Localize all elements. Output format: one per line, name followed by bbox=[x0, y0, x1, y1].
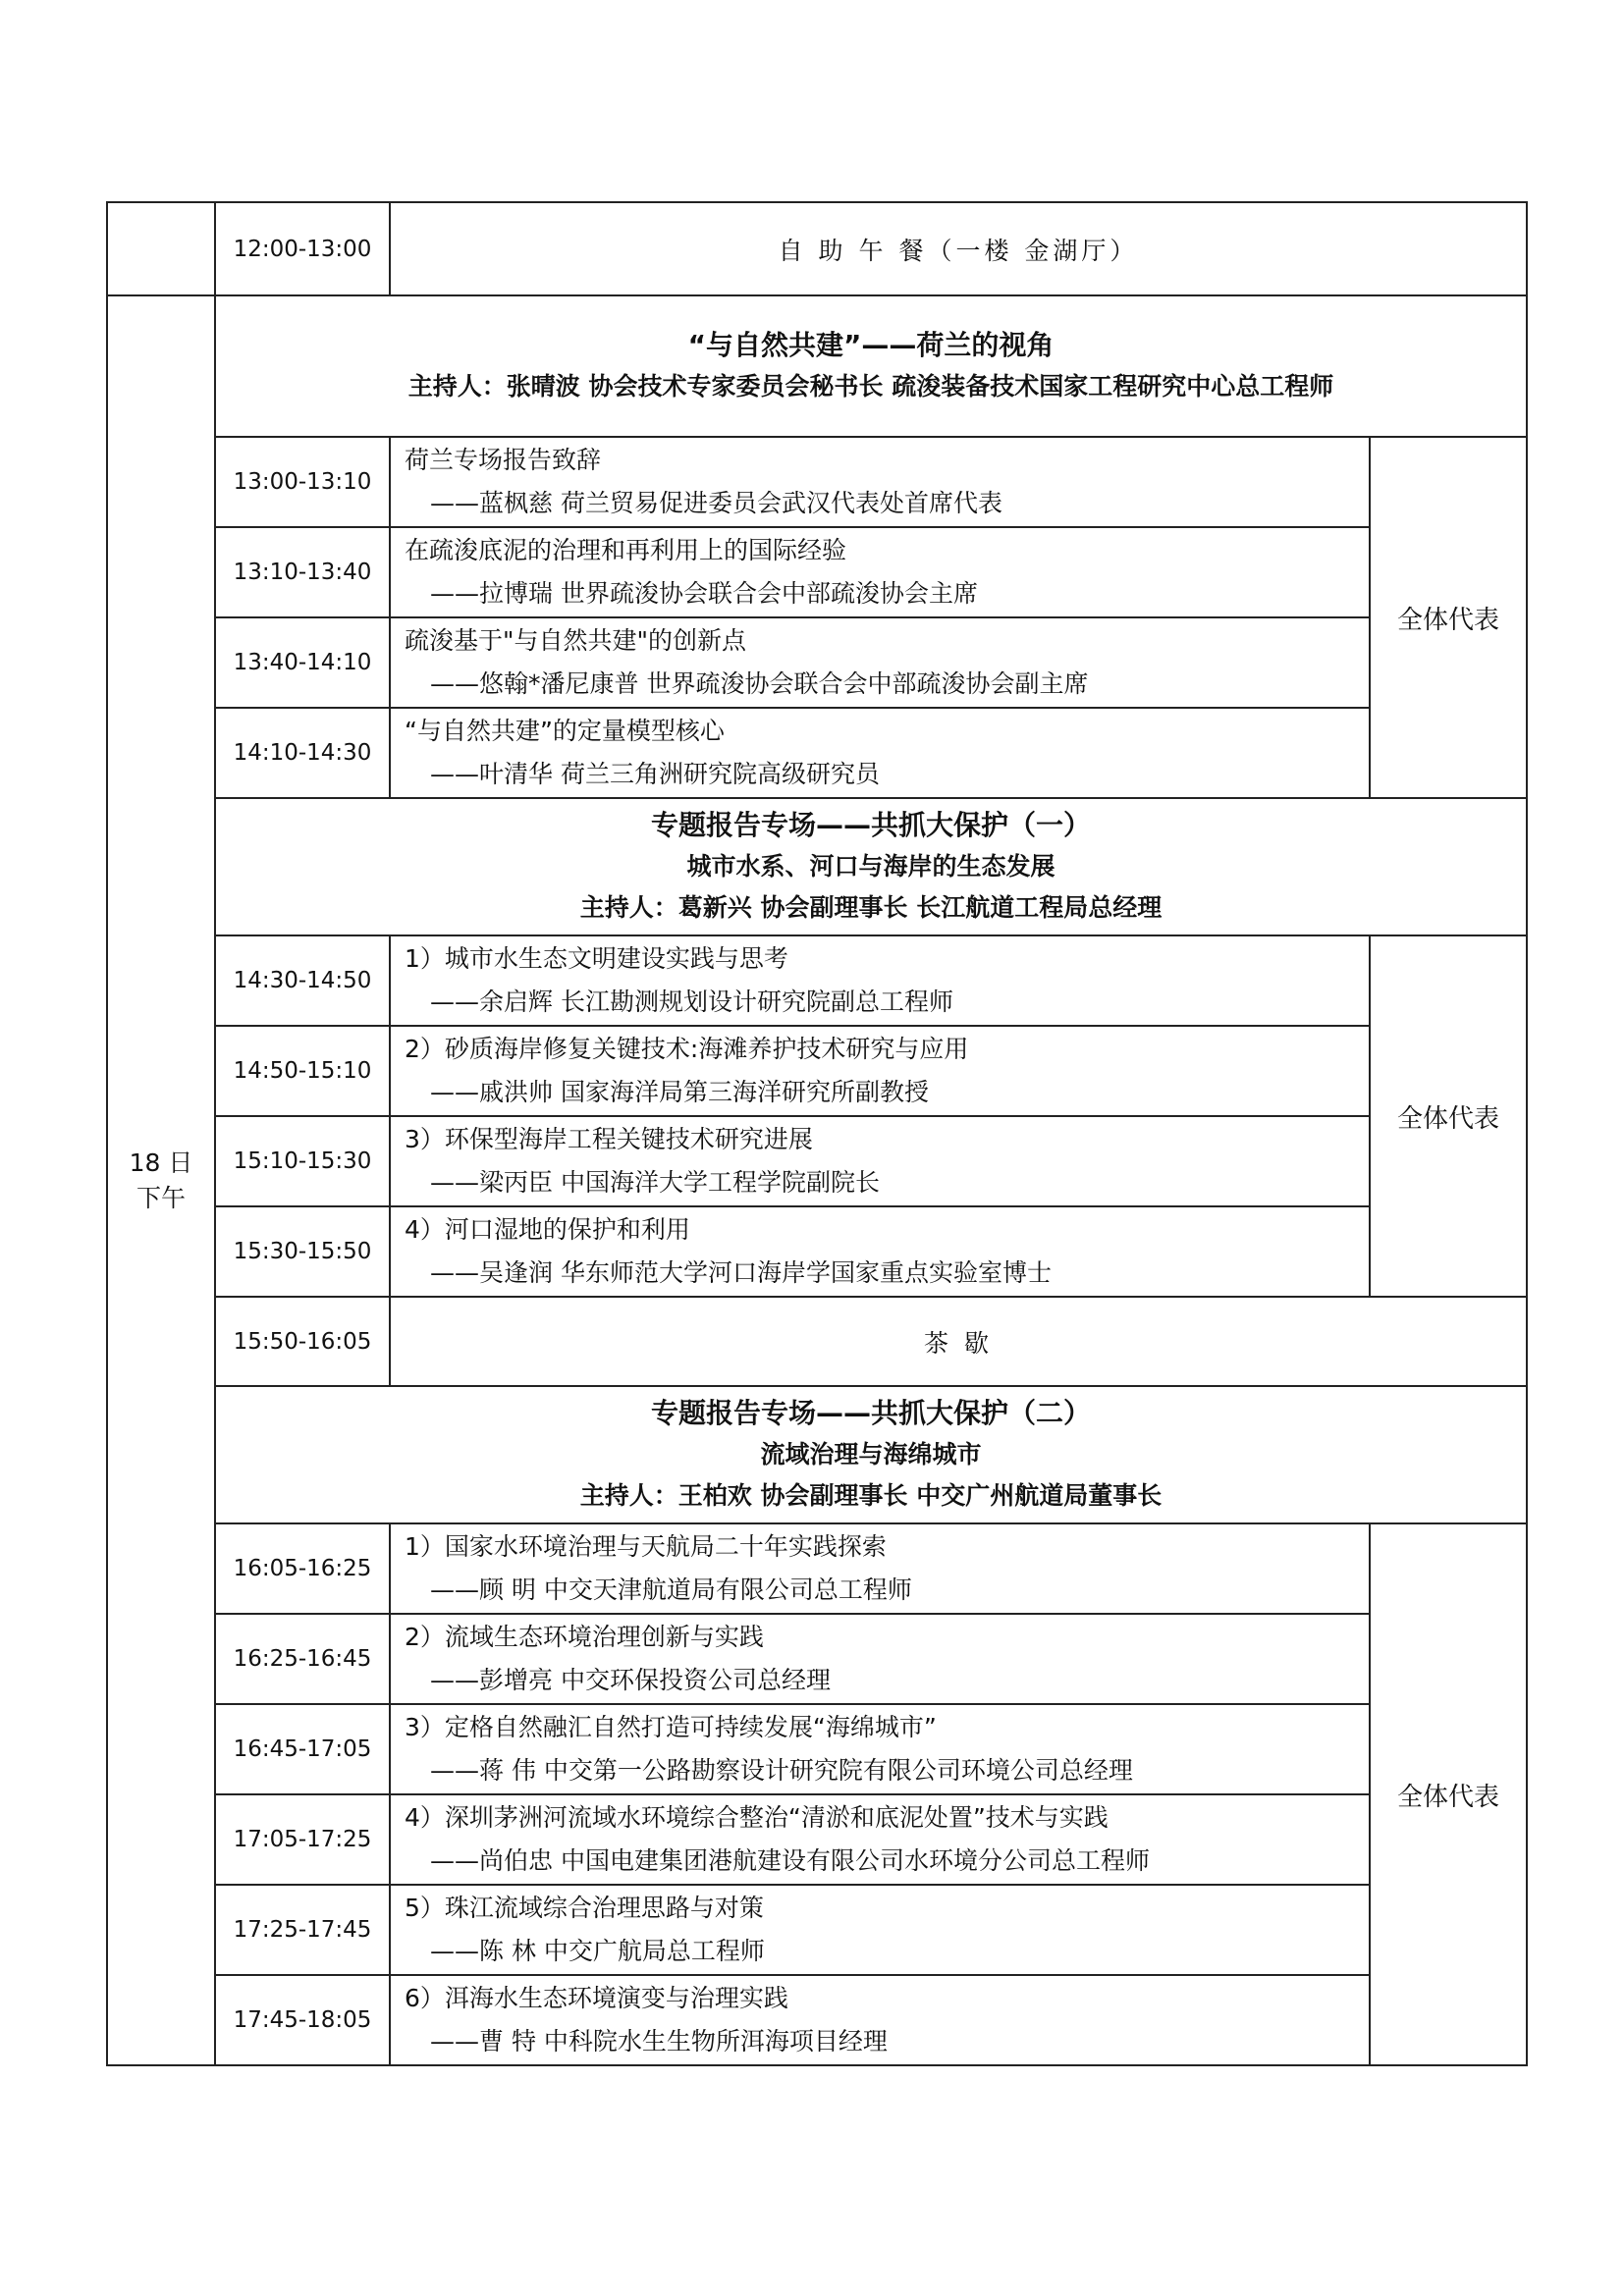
talk-cell bbox=[390, 1026, 1370, 1116]
talk-cell bbox=[390, 527, 1370, 617]
tea-break-row bbox=[107, 1297, 1527, 1386]
talk-title: 1）城市水生态文明建设实践与思考 bbox=[405, 944, 788, 973]
section-title-cell bbox=[215, 798, 1527, 935]
talk-time: 13:10-13:40 bbox=[215, 527, 390, 617]
talk-speaker: ——梁丙臣 中国海洋大学工程学院副院长 bbox=[430, 1168, 880, 1197]
talk-title: 3）定格自然融汇自然打造可持续发展“海绵城市” bbox=[405, 1713, 937, 1741]
section-header bbox=[107, 295, 1527, 437]
talk-time: 13:00-13:10 bbox=[215, 437, 390, 527]
day-label-date: 18 日 bbox=[129, 1148, 193, 1177]
day-cell-top bbox=[107, 202, 215, 295]
talk-time: 14:30-14:50 bbox=[215, 935, 390, 1026]
talk-title: 6）洱海水生态环境演变与治理实践 bbox=[405, 1984, 788, 2012]
talk-cell bbox=[390, 1704, 1370, 1794]
tea-break-label: 茶 歇 bbox=[390, 1297, 1527, 1386]
section-title: 专题报告专场——共抓大保护（一） bbox=[651, 809, 1092, 841]
section-header bbox=[107, 1386, 1527, 1523]
talk-cell bbox=[390, 1523, 1370, 1614]
talk-speaker: ——蓝枫慈 荷兰贸易促进委员会武汉代表处首席代表 bbox=[430, 489, 1002, 517]
talk-cell bbox=[390, 1206, 1370, 1297]
talk-cell bbox=[390, 1614, 1370, 1704]
talk-time: 17:45-18:05 bbox=[215, 1975, 390, 2065]
talk-row bbox=[107, 1704, 1527, 1794]
talk-speaker: ——顾 明 中交天津航道局有限公司总工程师 bbox=[430, 1575, 912, 1604]
talk-row bbox=[107, 1885, 1527, 1975]
talk-cell bbox=[390, 935, 1370, 1026]
section-host: 主持人：张晴波 协会技术专家委员会秘书长 疏浚装备技术国家工程研究中心总工程师 bbox=[407, 372, 1334, 400]
section-header bbox=[107, 798, 1527, 935]
talk-row bbox=[107, 1614, 1527, 1704]
talk-title: 2）流域生态环境治理创新与实践 bbox=[405, 1623, 764, 1651]
talk-title: “与自然共建”的定量模型核心 bbox=[405, 717, 725, 745]
talk-row bbox=[107, 1206, 1527, 1297]
talk-speaker: ——悠翰*潘尼康普 世界疏浚协会联合会中部疏浚协会副主席 bbox=[430, 669, 1089, 698]
talk-time: 16:25-16:45 bbox=[215, 1614, 390, 1704]
talk-title: 4）深圳茅洲河流域水环境综合整治“清淤和底泥处置”技术与实践 bbox=[405, 1803, 1109, 1832]
talk-cell bbox=[390, 1116, 1370, 1206]
audience-cell: 全体代表 bbox=[1370, 1523, 1527, 2065]
talk-row bbox=[107, 935, 1527, 1026]
talk-row bbox=[107, 437, 1527, 527]
talk-speaker: ——蒋 伟 中交第一公路勘察设计研究院有限公司环境公司总经理 bbox=[430, 1756, 1133, 1785]
talk-speaker: ——吴逢润 华东师范大学河口海岸学国家重点实验室博士 bbox=[430, 1258, 1052, 1287]
audience-cell: 全体代表 bbox=[1370, 437, 1527, 798]
talk-row bbox=[107, 1026, 1527, 1116]
talk-speaker: ——余启辉 长江勘测规划设计研究院副总工程师 bbox=[430, 988, 953, 1016]
talk-row bbox=[107, 617, 1527, 708]
section-host: 主持人：葛新兴 协会副理事长 长江航道工程局总经理 bbox=[579, 893, 1163, 922]
talk-cell bbox=[390, 1975, 1370, 2065]
talk-time: 16:45-17:05 bbox=[215, 1704, 390, 1794]
talk-title: 5）珠江流域综合治理思路与对策 bbox=[405, 1894, 764, 1922]
lunch-time: 12:00-13:00 bbox=[215, 202, 390, 295]
talk-time: 15:30-15:50 bbox=[215, 1206, 390, 1297]
talk-cell bbox=[390, 1885, 1370, 1975]
talk-row bbox=[107, 1794, 1527, 1885]
talk-time: 14:10-14:30 bbox=[215, 708, 390, 798]
talk-title: 在疏浚底泥的治理和再利用上的国际经验 bbox=[405, 536, 847, 564]
talk-row bbox=[107, 708, 1527, 798]
section-title-cell bbox=[215, 295, 1527, 437]
audience-cell: 全体代表 bbox=[1370, 935, 1527, 1297]
lunch-label: 自 助 午 餐（一楼 金湖厅） bbox=[390, 202, 1527, 295]
talk-cell bbox=[390, 437, 1370, 527]
talk-speaker: ——尚伯忠 中国电建集团港航建设有限公司水环境分公司总工程师 bbox=[430, 1846, 1150, 1875]
talk-cell bbox=[390, 617, 1370, 708]
talk-speaker: ——戚洪帅 国家海洋局第三海洋研究所副教授 bbox=[430, 1078, 929, 1106]
talk-time: 14:50-15:10 bbox=[215, 1026, 390, 1116]
section-host: 主持人：王柏欢 协会副理事长 中交广州航道局董事长 bbox=[579, 1481, 1163, 1510]
tea-break-time: 15:50-16:05 bbox=[215, 1297, 390, 1386]
schedule-table bbox=[106, 201, 1528, 2066]
section-subtitle: 流域治理与海绵城市 bbox=[760, 1440, 982, 1468]
talk-row bbox=[107, 527, 1527, 617]
talk-cell bbox=[390, 1794, 1370, 1885]
section-title: “与自然共建”——荷兰的视角 bbox=[687, 329, 1055, 361]
talk-speaker: ——拉博瑞 世界疏浚协会联合会中部疏浚协会主席 bbox=[430, 579, 978, 608]
talk-title: 3）环保型海岸工程关键技术研究进展 bbox=[405, 1125, 813, 1153]
talk-row bbox=[107, 1116, 1527, 1206]
talk-speaker: ——彭增亮 中交环保投资公司总经理 bbox=[430, 1666, 831, 1694]
talk-row bbox=[107, 1523, 1527, 1614]
talk-title: 荷兰专场报告致辞 bbox=[405, 446, 602, 474]
talk-time: 17:05-17:25 bbox=[215, 1794, 390, 1885]
section-title-cell bbox=[215, 1386, 1527, 1523]
talk-speaker: ——曹 特 中科院水生生物所洱海项目经理 bbox=[430, 2027, 888, 2056]
day-label-period: 下午 bbox=[135, 1183, 186, 1212]
talk-title: 2）砂质海岸修复关键技术:海滩养护技术研究与应用 bbox=[405, 1035, 969, 1063]
talk-row bbox=[107, 1975, 1527, 2065]
talk-speaker: ——陈 林 中交广航局总工程师 bbox=[430, 1937, 765, 1965]
talk-title: 4）河口湿地的保护和利用 bbox=[405, 1215, 690, 1244]
talk-time: 17:25-17:45 bbox=[215, 1885, 390, 1975]
talk-title: 疏浚基于"与自然共建"的创新点 bbox=[405, 626, 746, 655]
talk-time: 16:05-16:25 bbox=[215, 1523, 390, 1614]
talk-title: 1）国家水环境治理与天航局二十年实践探索 bbox=[405, 1532, 887, 1561]
talk-time: 15:10-15:30 bbox=[215, 1116, 390, 1206]
talk-speaker: ——叶清华 荷兰三角洲研究院高级研究员 bbox=[430, 760, 880, 788]
lunch-row bbox=[107, 202, 1527, 295]
talk-cell bbox=[390, 708, 1370, 798]
day-label bbox=[107, 295, 215, 2065]
section-title: 专题报告专场——共抓大保护（二） bbox=[651, 1397, 1092, 1429]
talk-time: 13:40-14:10 bbox=[215, 617, 390, 708]
section-subtitle: 城市水系、河口与海岸的生态发展 bbox=[686, 852, 1056, 881]
